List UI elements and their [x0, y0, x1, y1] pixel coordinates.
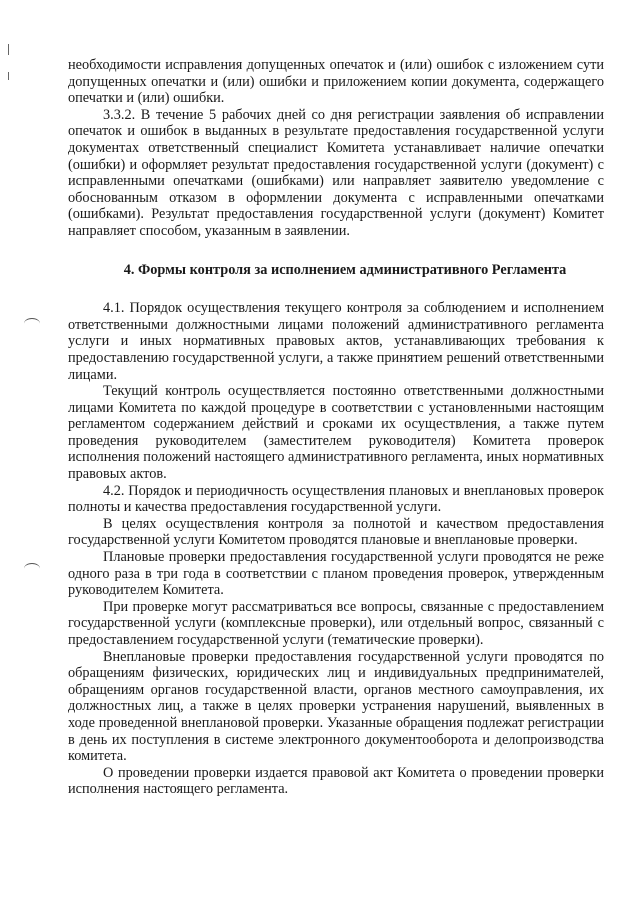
paragraph: Внеплановые проверки предоставления государственной услуги проводятся по обращениям физических, юридических лиц и индивидуальных предпринимателей, обращениям органов государственной власти, органов местного самоуправления, их должностных лиц, а также в целях проверки устранения нарушений, выявленных в ходе проведенной внеплановой проверки. Указанные обращения подлежат регистрации в день их поступления в системе электронного документооборота и делопроизводства комитета. [68, 648, 604, 765]
paragraph: Плановые проверки предоставления государственной услуги проводятся не реже одного раза в три года в соответствии с планом проведения проверок, утвержденным руководителем Комитета. [68, 549, 604, 599]
punch-hole-mark [24, 318, 40, 329]
paragraph: При проверке могут рассматриваться все вопросы, связанные с предоставлением государственной услуги (комплексные проверки), или отдельный вопрос, связанный с предоставлением государственной услуги (тематические проверки). [68, 598, 604, 648]
paragraph: В целях осуществления контроля за полнотой и качеством предоставления государственной услуги Комитетом проводятся плановые и внеплановые проверки. [68, 515, 604, 549]
paragraph: О проведении проверки издается правовой акт Комитета о проведении проверки исполнения настоящего регламента. [68, 764, 604, 798]
paragraph: 4.2. Порядок и периодичность осуществления плановых и внеплановых проверок полноты и качества предоставления государственной услуги. [68, 482, 604, 516]
punch-hole-mark [24, 563, 40, 574]
scan-margin-mark [8, 44, 9, 55]
document-page [68, 57, 604, 798]
paragraph: необходимости исправления допущенных опечаток и (или) ошибок с изложением сути допущенных опечатки и (или) ошибки и приложением копии документа, содержащего опечатки и (или) ошибки. [68, 57, 604, 107]
paragraph: Текущий контроль осуществляется постоянно ответственными должностными лицами Комитета по каждой процедуре в соответствии с установленными настоящим регламентом содержанием действий и сроками их осуществления, а также путем проведения руководителем (заместителем руководителя) Комитета проверок исполнения положений настоящего административного регламента, иных нормативных правовых актов. [68, 383, 604, 483]
scan-margin-mark [8, 72, 9, 80]
paragraph: 4.1. Порядок осуществления текущего контроля за соблюдением и исполнением ответственными должностными лицами положений административного регламента услуги и иных нормативных правовых актов, устанавливающих требования к предоставлению государственной услуги, а также принятием решений ответственными лицами. [68, 300, 604, 383]
section-heading: 4. Формы контроля за исполнением административного Регламента [123, 261, 567, 278]
paragraph: 3.3.2. В течение 5 рабочих дней со дня регистрации заявления об исправлении опечаток и ошибок в выданных в результате предоставления государственной услуги документах ответственный специалист Комитета устанавливает наличие опечатки (ошибки) и оформляет результат предоставления государственной услуги (документ) с исправленными опечатками (ошибками) или направляет заявителю уведомление с обоснованным отказом в оформлении документа с исправленными опечатками (ошибками). Результат предоставления государственной услуги (документ) Комитет направляет способом, указанным в заявлении. [68, 106, 604, 239]
